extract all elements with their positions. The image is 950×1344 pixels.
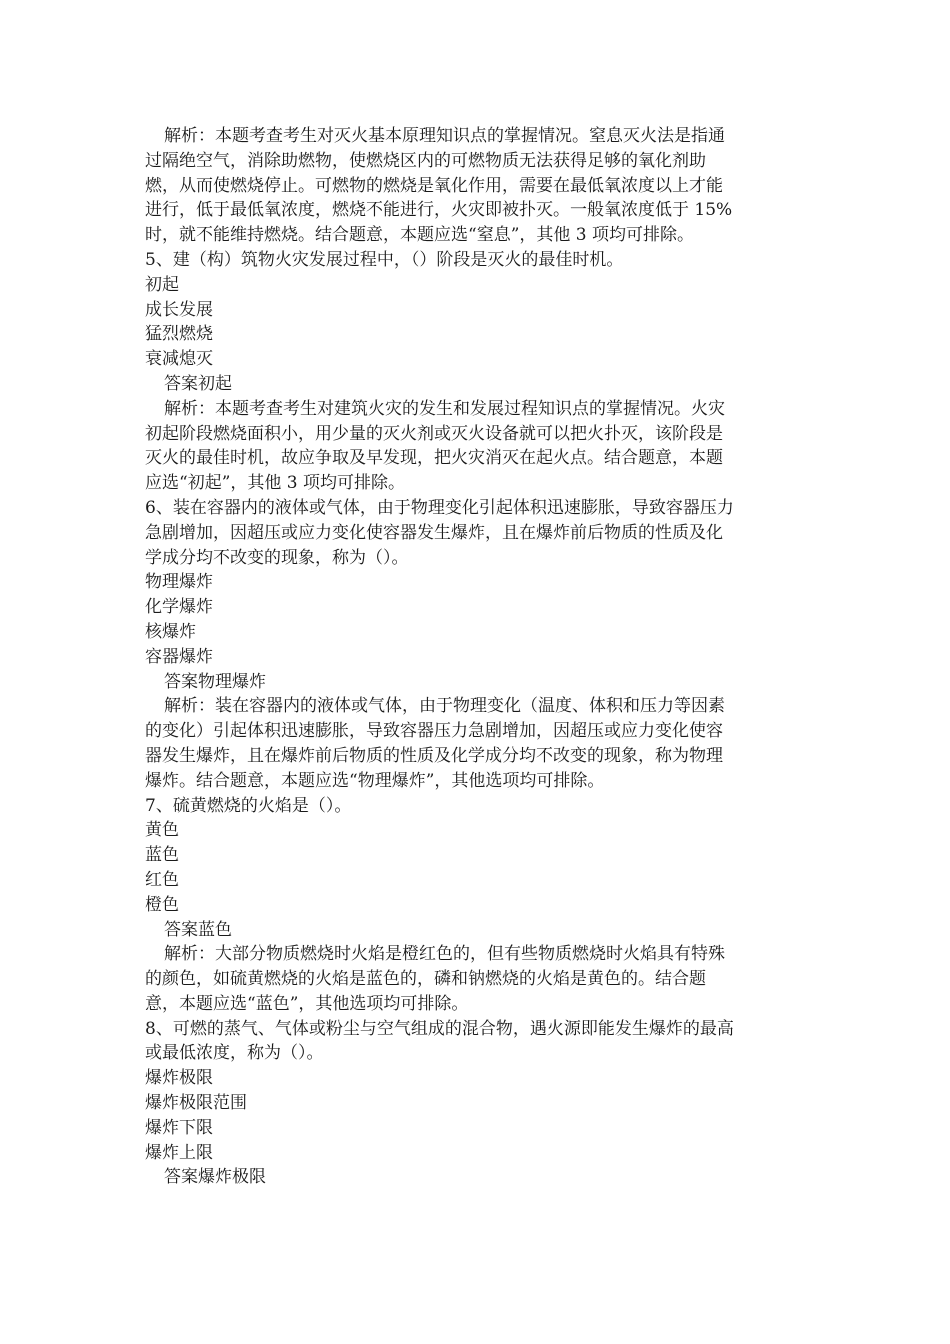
option-item: 爆炸极限 bbox=[145, 1068, 213, 1089]
question-text: 8、可燃的蒸气、气体或粉尘与空气组成的混合物，遇火源即能发生爆炸的最高 bbox=[145, 1018, 734, 1039]
analysis-line: 灭火的最佳时机，故应争取及早发现，把火灾消灭在起火点。结合题意，本题 bbox=[145, 448, 723, 469]
option-item: 蓝色 bbox=[145, 845, 179, 866]
analysis-line: 过隔绝空气，消除助燃物，使燃烧区内的可燃物质无法获得足够的氧化剂助 bbox=[145, 150, 706, 171]
analysis-q4 bbox=[145, 124, 810, 248]
option-item: 衰减熄灭 bbox=[145, 349, 213, 370]
analysis-line: 燃，从而使燃烧停止。可燃物的燃烧是氧化作用，需要在最低氧浓度以上才能 bbox=[145, 175, 723, 196]
analysis-line: 解析：本题考查考生对灭火基本原理知识点的掌握情况。窒息灭火法是指通 bbox=[164, 126, 725, 146]
option-item: 成长发展 bbox=[145, 299, 213, 320]
question-8 bbox=[145, 1017, 810, 1191]
option-item: 爆炸下限 bbox=[145, 1117, 213, 1138]
option-item: 橙色 bbox=[145, 894, 179, 915]
question-text: 7、硫黄燃烧的火焰是（）。 bbox=[145, 795, 352, 816]
question-5 bbox=[145, 248, 810, 496]
analysis-line: 解析：大部分物质燃烧时火焰是橙红色的，但有些物质燃烧时火焰具有特殊 bbox=[164, 944, 725, 965]
question-text: 学成分均不改变的现象，称为（）。 bbox=[145, 547, 409, 568]
option-item: 物理爆炸 bbox=[145, 572, 213, 593]
option-item: 黄色 bbox=[145, 820, 179, 841]
option-item: 容器爆炸 bbox=[145, 646, 213, 667]
answer-line: 答案初起 bbox=[164, 373, 232, 394]
question-text: 6、装在容器内的液体或气体，由于物理变化引起体积迅速膨胀，导致容器压力 bbox=[145, 497, 734, 518]
analysis-line: 初起阶段燃烧面积小，用少量的灭火剂或灭火设备就可以把火扑灭，该阶段是 bbox=[145, 423, 723, 444]
question-6 bbox=[145, 496, 810, 794]
question-text: 5、建（构）筑物火灾发展过程中，（）阶段是灭火的最佳时机。 bbox=[145, 249, 624, 270]
option-item: 爆炸上限 bbox=[145, 1142, 213, 1163]
option-item: 爆炸极限范围 bbox=[145, 1093, 247, 1114]
option-item: 化学爆炸 bbox=[145, 597, 213, 618]
option-item: 初起 bbox=[145, 274, 179, 295]
document-page bbox=[145, 124, 810, 1190]
analysis-line: 应选“初起”，其他 3 项均可排除。 bbox=[145, 473, 406, 494]
answer-line: 答案蓝色 bbox=[164, 919, 232, 940]
analysis-line: 解析：装在容器内的液体或气体，由于物理变化（温度、体积和压力等因素 bbox=[164, 696, 725, 717]
question-text: 或最低浓度，称为（）。 bbox=[145, 1043, 324, 1064]
option-item: 猛烈燃烧 bbox=[145, 324, 213, 345]
analysis-line: 爆炸。结合题意，本题应选“物理爆炸”，其他选项均可排除。 bbox=[145, 770, 605, 791]
analysis-line: 器发生爆炸，且在爆炸前后物质的性质及化学成分均不改变的现象，称为物理 bbox=[145, 745, 723, 766]
analysis-line: 意，本题应选“蓝色”，其他选项均可排除。 bbox=[145, 993, 469, 1014]
answer-line: 答案物理爆炸 bbox=[164, 671, 266, 692]
analysis-line: 解析：本题考查考生对建筑火灾的发生和发展过程知识点的掌握情况。火灾 bbox=[164, 398, 725, 419]
option-item: 核爆炸 bbox=[145, 621, 196, 642]
analysis-line: 进行，低于最低氧浓度，燃烧不能进行，火灾即被扑灭。一般氧浓度低于 15% bbox=[145, 200, 733, 221]
analysis-line: 的颜色，如硫黄燃烧的火焰是蓝色的，磷和钠燃烧的火焰是黄色的。结合题 bbox=[145, 969, 706, 990]
answer-line: 答案爆炸极限 bbox=[164, 1167, 266, 1188]
question-text: 急剧增加，因超压或应力变化使容器发生爆炸，且在爆炸前后物质的性质及化 bbox=[145, 522, 723, 543]
analysis-line: 的变化）引起体积迅速膨胀，导致容器压力急剧增加，因超压或应力变化使容 bbox=[145, 721, 723, 742]
option-item: 红色 bbox=[145, 869, 179, 890]
question-7 bbox=[145, 794, 810, 1017]
analysis-line: 时，就不能维持燃烧。结合题意，本题应选“窒息”，其他 3 项均可排除。 bbox=[145, 225, 695, 246]
